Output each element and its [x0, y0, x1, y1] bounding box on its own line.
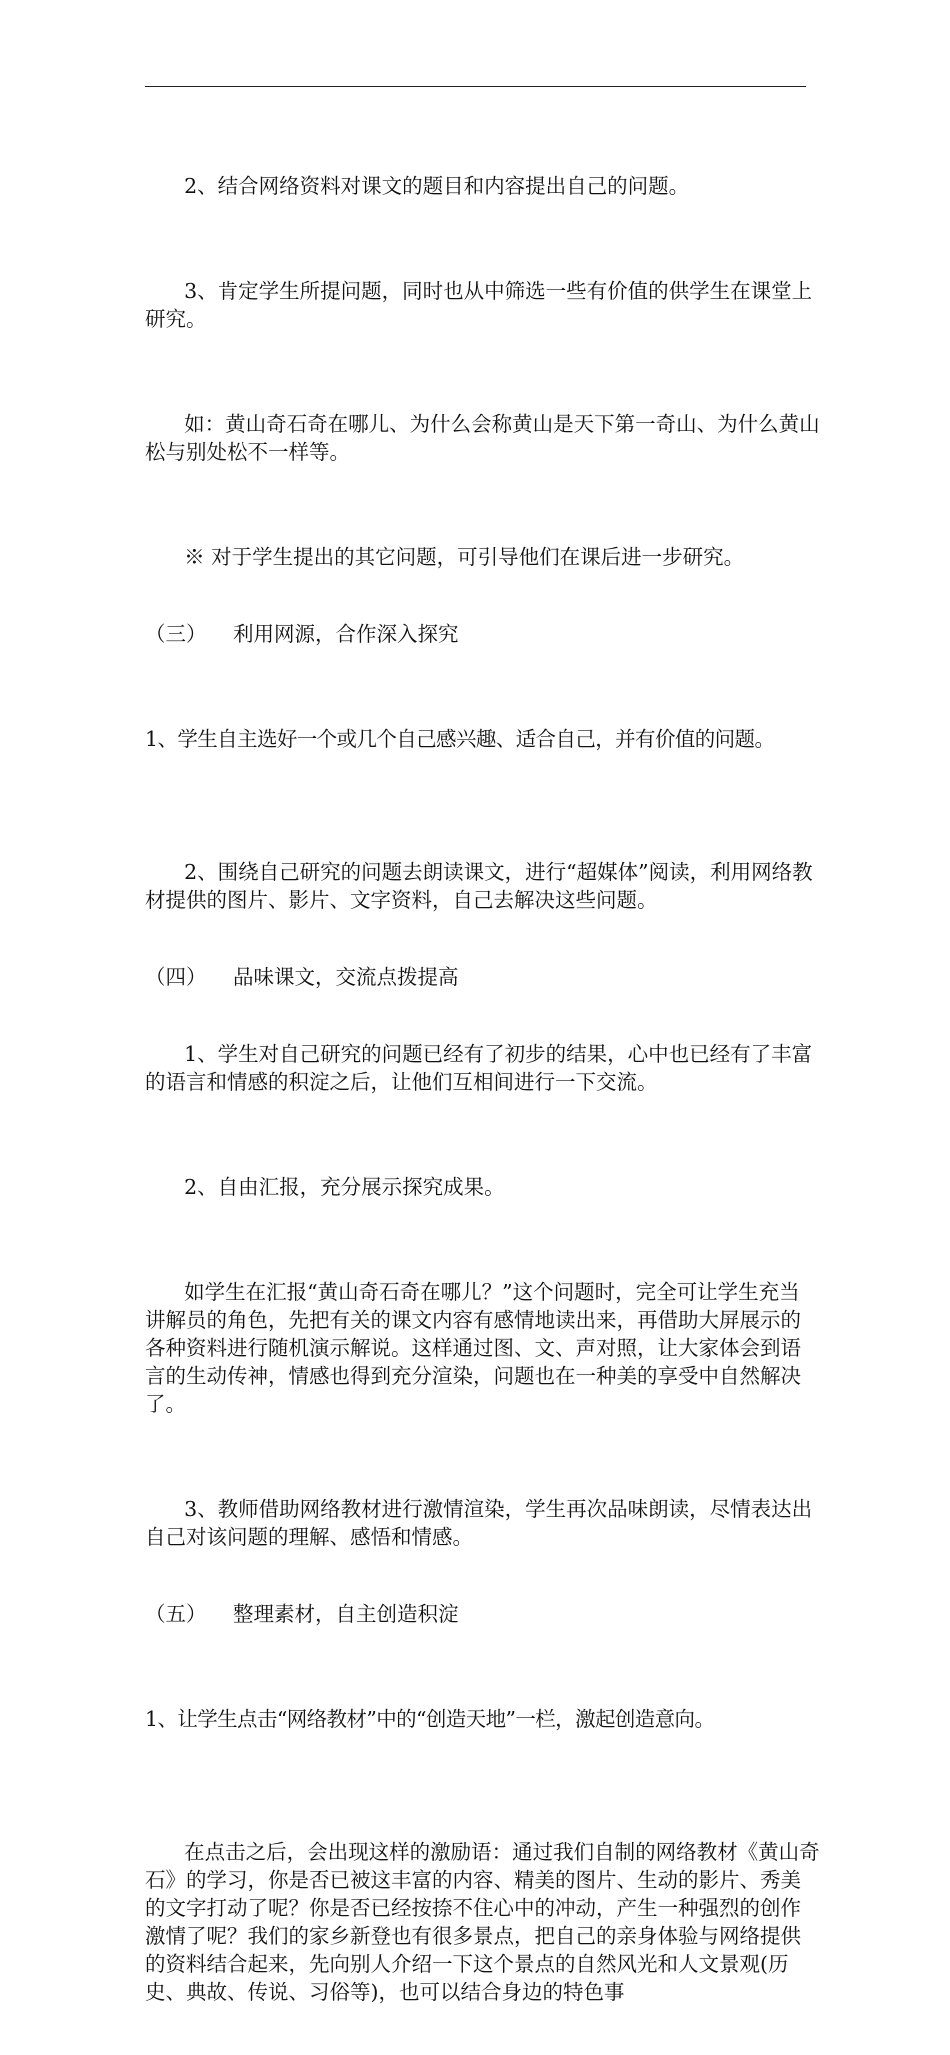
- paragraph-text: 如：黄山奇石奇在哪儿、为什么会称黄山是天下第一奇山、为什么黄山松与别处松不一样等。: [145, 412, 820, 464]
- section-title: 利用网源，合作深入探究: [233, 622, 459, 646]
- paragraph-1-exchange: [145, 1012, 820, 1124]
- paragraph-encouragement: [145, 1810, 820, 2034]
- paragraph-text: 1、学生自主选好一个或几个自己感兴趣、适合自己，并有价值的问题。: [145, 727, 775, 751]
- paragraph-text: 在点击之后，会出现这样的激励语：通过我们自制的网络教材《黄山奇石》的学习，你是否已被这丰富的内容、精美的图片、生动的影片、秀美的文字打动了呢？你是否已经按捺不住心中的冲动，产生一种强烈的创作激情了呢？我们的家乡新登也有很多景点，把自己的亲身体验与网络提供的资料结合起来，先向别人介绍一下这个景点的自然风光和人文景观(历史、典故、传说、习俗等)，也可以结合身边的特色事: [145, 1840, 820, 2004]
- paragraph-text: 3、肯定学生所提问题，同时也从中筛选一些有价值的供学生在课堂上研究。: [145, 279, 813, 331]
- paragraph-report-example: [145, 1250, 820, 1446]
- header-rule: [145, 86, 806, 87]
- paragraph-example-questions: [145, 382, 820, 494]
- paragraph-1-choose-question: [145, 669, 820, 809]
- section-number: （四）: [145, 965, 207, 989]
- paragraph-text: 1、学生对自己研究的问题已经有了初步的结果，心中也已经有了丰富的语言和情感的积淀之后，让他们互相间进行一下交流。: [145, 1042, 813, 1094]
- section-heading-5: [145, 1600, 820, 1628]
- paragraph-text: 2、围绕自己研究的问题去朗读课文，进行“超媒体”阅读，利用网络教材提供的图片、影片、文字资料，自己去解决这些问题。: [145, 860, 813, 912]
- paragraph-2-hypermedia-reading: [145, 830, 820, 942]
- paragraph-note-other-questions: [145, 515, 820, 599]
- document-body: [145, 144, 820, 2055]
- section-heading-4: [145, 963, 820, 991]
- paragraph-text: 2、自由汇报，充分展示探究成果。: [184, 1175, 505, 1199]
- paragraph-2-free-report: [145, 1145, 820, 1229]
- paragraph-text: ※ 对于学生提出的其它问题，可引导他们在课后进一步研究。: [184, 545, 745, 569]
- paragraph-3-affirm-questions: [145, 249, 820, 361]
- section-title: 品味课文，交流点拨提高: [233, 965, 459, 989]
- paragraph-2-propose-questions: [145, 144, 820, 228]
- paragraph-text: 如学生在汇报“黄山奇石奇在哪儿？”这个问题时，完全可让学生充当讲解员的角色，先把有关的课文内容有感情地读出来，再借助大屏展示的各种资料进行随机演示解说。这样通过图、文、声对照，让大家体会到语言的生动传神，情感也得到充分渲染，问题也在一种美的享受中自然解决了。: [145, 1280, 801, 1416]
- paragraph-3-teacher-rendering: [145, 1467, 820, 1579]
- section-heading-3: [145, 620, 820, 648]
- paragraph-text: 3、教师借助网络教材进行激情渲染，学生再次品味朗读，尽情表达出自己对该问题的理解、感悟和情感。: [145, 1497, 813, 1549]
- section-number: （五）: [145, 1602, 207, 1626]
- paragraph-text: 1、让学生点击“网络教材”中的“创造天地”一栏，激起创造意向。: [145, 1707, 715, 1731]
- section-title: 整理素材，自主创造积淀: [233, 1602, 459, 1626]
- paragraph-text: 2、结合网络资料对课文的题目和内容提出自己的问题。: [184, 174, 690, 198]
- paragraph-1-click-creation: [145, 1649, 820, 1789]
- section-number: （三）: [145, 622, 207, 646]
